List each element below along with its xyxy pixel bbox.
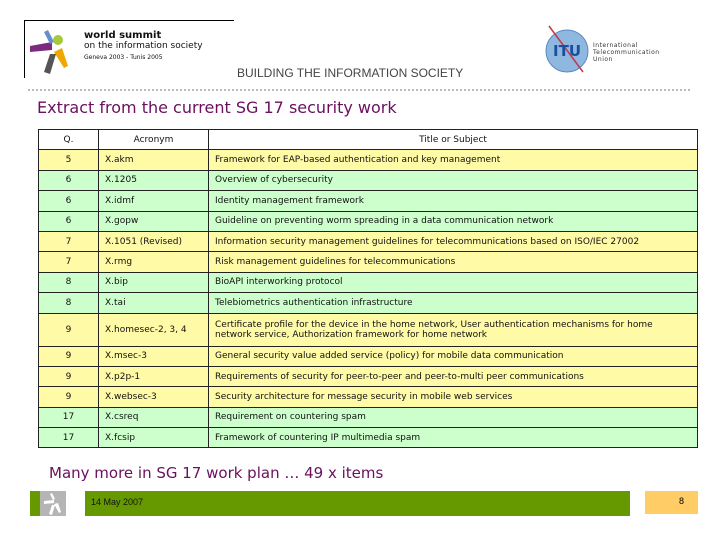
cell-title: Framework for EAP-based authentication and key management bbox=[209, 150, 698, 170]
cell-acronym: X.msec-3 bbox=[99, 346, 209, 366]
cell-q: 17 bbox=[39, 428, 99, 448]
cell-title: Certificate profile for the device in the home network, User authentication mechanisms for home network service, Authorization framework for home network bbox=[209, 313, 698, 346]
table-row bbox=[39, 428, 698, 448]
cell-title: Identity management framework bbox=[209, 191, 698, 211]
cell-title: Framework of countering IP multimedia spam bbox=[209, 428, 698, 448]
table-row bbox=[39, 191, 698, 211]
cell-acronym: X.gopw bbox=[99, 211, 209, 231]
footer-date: 14 May 2007 bbox=[91, 497, 144, 507]
cell-q: 8 bbox=[39, 293, 99, 313]
itu-globe-icon bbox=[543, 24, 591, 74]
cell-title: BioAPI interworking protocol bbox=[209, 272, 698, 292]
more-items-text: Many more in SG 17 work plan … 49 x items bbox=[49, 464, 384, 482]
itu-mark: ITU bbox=[553, 42, 581, 60]
cell-acronym: X.rmg bbox=[99, 252, 209, 272]
cell-title: Security architecture for message security in mobile web services bbox=[209, 387, 698, 407]
cell-q: 6 bbox=[39, 211, 99, 231]
header-acronym: Acronym bbox=[99, 130, 209, 150]
cell-title: Requirement on countering spam bbox=[209, 407, 698, 427]
cell-acronym: X.idmf bbox=[99, 191, 209, 211]
itu-logo-text bbox=[593, 42, 660, 63]
cell-q: 9 bbox=[39, 313, 99, 346]
cell-q: 17 bbox=[39, 407, 99, 427]
wsis-logo-text bbox=[84, 30, 203, 63]
itu-line1: International bbox=[593, 42, 638, 49]
cell-acronym: X.csreq bbox=[99, 407, 209, 427]
table-row bbox=[39, 366, 698, 386]
table-row bbox=[39, 346, 698, 366]
cell-acronym: X.homesec-2, 3, 4 bbox=[99, 313, 209, 346]
cell-q: 5 bbox=[39, 150, 99, 170]
table-row bbox=[39, 150, 698, 170]
cell-title: Risk management guidelines for telecommunications bbox=[209, 252, 698, 272]
cell-q: 9 bbox=[39, 346, 99, 366]
table-row bbox=[39, 252, 698, 272]
cell-q: 9 bbox=[39, 387, 99, 407]
cell-title: General security value added service (policy) for mobile data communication bbox=[209, 346, 698, 366]
work-items-table bbox=[38, 129, 698, 448]
table-row bbox=[39, 170, 698, 190]
cell-q: 6 bbox=[39, 191, 99, 211]
cell-q: 7 bbox=[39, 231, 99, 251]
header-title: Title or Subject bbox=[209, 130, 698, 150]
table-row bbox=[39, 231, 698, 251]
cell-title: Information security management guidelines for telecommunications based on ISO/IEC 27002 bbox=[209, 231, 698, 251]
tagline: BUILDING THE INFORMATION SOCIETY bbox=[237, 66, 464, 80]
cell-q: 8 bbox=[39, 272, 99, 292]
cell-acronym: X.websec-3 bbox=[99, 387, 209, 407]
cell-acronym: X.fcsip bbox=[99, 428, 209, 448]
cell-q: 9 bbox=[39, 366, 99, 386]
page-number: 8 bbox=[645, 491, 698, 514]
cell-q: 7 bbox=[39, 252, 99, 272]
cell-acronym: X.p2p-1 bbox=[99, 366, 209, 386]
table-row bbox=[39, 211, 698, 231]
slide-title: Extract from the current SG 17 security work bbox=[37, 98, 397, 117]
cell-acronym: X.tai bbox=[99, 293, 209, 313]
itu-line2: Telecommunication bbox=[593, 49, 660, 56]
divider bbox=[28, 89, 690, 91]
wsis-logo-icon bbox=[28, 26, 78, 76]
itu-line3: Union bbox=[593, 56, 613, 63]
table-row bbox=[39, 407, 698, 427]
wsis-line1: world summit bbox=[84, 30, 162, 41]
wsis-line3: Geneva 2003 - Tunis 2005 bbox=[84, 54, 163, 61]
wsis-line2: on the information society bbox=[84, 41, 203, 51]
cell-title: Guideline on preventing worm spreading in a data communication network bbox=[209, 211, 698, 231]
table-row bbox=[39, 293, 698, 313]
cell-q: 6 bbox=[39, 170, 99, 190]
wsis-footer-icon bbox=[40, 491, 66, 516]
footer-bar bbox=[85, 491, 630, 516]
header-q: Q. bbox=[39, 130, 99, 150]
cell-acronym: X.1051 (Revised) bbox=[99, 231, 209, 251]
cell-title: Telebiometrics authentication infrastructure bbox=[209, 293, 698, 313]
table-row bbox=[39, 387, 698, 407]
cell-acronym: X.1205 bbox=[99, 170, 209, 190]
cell-title: Requirements of security for peer-to-peer and peer-to-multi peer communications bbox=[209, 366, 698, 386]
cell-title: Overview of cybersecurity bbox=[209, 170, 698, 190]
table-row bbox=[39, 272, 698, 292]
cell-acronym: X.bip bbox=[99, 272, 209, 292]
cell-acronym: X.akm bbox=[99, 150, 209, 170]
table-row bbox=[39, 313, 698, 346]
